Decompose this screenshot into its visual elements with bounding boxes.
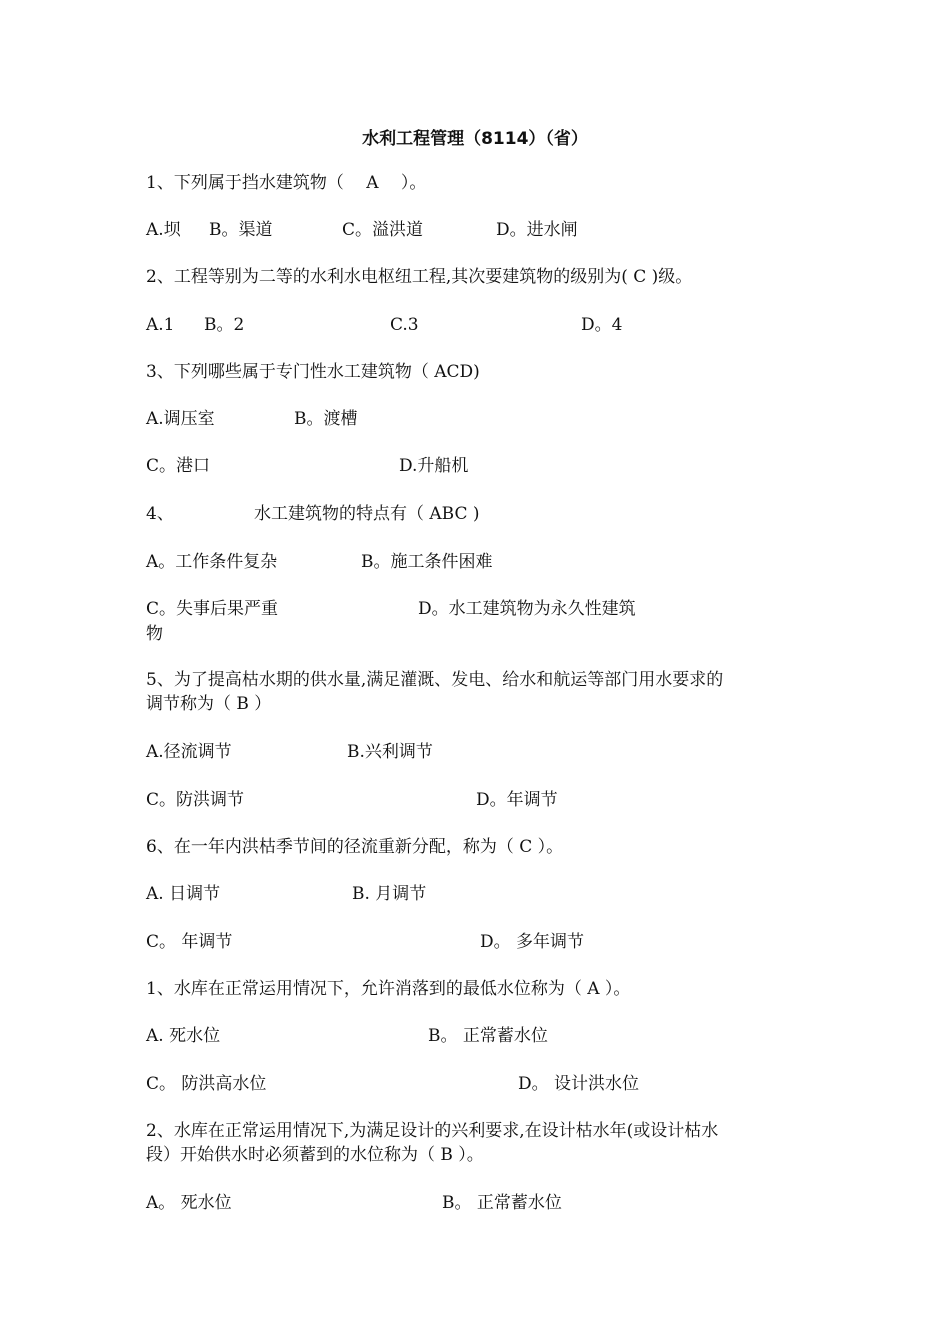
question-text: 2、工程等别为二等的水利水电枢纽工程,其次要建筑物的级别为( C )级。 (146, 267, 693, 287)
question-text: 3、下列哪些属于专门性水工建筑物（ ACD) (146, 362, 480, 382)
option: D。 多年调节 (480, 932, 585, 952)
question-text: 6、在一年内洪枯季节间的径流重新分配，称为（ C ）。 (146, 837, 564, 857)
option: A。工作条件复杂 (146, 552, 278, 572)
option: B。施工条件困难 (361, 552, 493, 572)
option: A. 日调节 (146, 884, 221, 904)
option: D。4 (581, 315, 623, 335)
option: C。 防洪高水位 (146, 1074, 267, 1094)
option: D.升船机 (399, 456, 469, 476)
option: B。 正常蓄水位 (428, 1026, 548, 1046)
option: C。 年调节 (146, 932, 233, 952)
option: B。2 (204, 315, 245, 335)
option: D。水工建筑物为永久性建筑 (418, 599, 636, 619)
option: D。年调节 (476, 790, 558, 810)
question-text: 1、下列属于挡水建筑物（ A ）。 (146, 173, 427, 193)
option: C。港口 (146, 456, 211, 476)
question-text-continuation: 调节称为（ B ） (146, 694, 272, 714)
option: C.3 (390, 315, 419, 335)
option: C。防洪调节 (146, 790, 245, 810)
question-number: 4、 (146, 504, 174, 524)
option: A. 死水位 (146, 1026, 221, 1046)
question-text: 水工建筑物的特点有（ ABC ) (254, 504, 480, 524)
document-title: 水利工程管理（8114）（省） (362, 129, 588, 149)
option: B。渡槽 (294, 409, 358, 429)
option: C。失事后果严重 (146, 599, 279, 619)
option: A.调压室 (146, 409, 215, 429)
question-text: 2、水库在正常运用情况下,为满足设计的兴利要求,在设计枯水年(或设计枯水 (146, 1121, 719, 1141)
option: A.坝 (146, 220, 181, 240)
option: B.兴利调节 (347, 742, 433, 762)
option-continuation: 物 (146, 624, 163, 644)
option: A.径流调节 (146, 742, 232, 762)
option: B。 正常蓄水位 (442, 1193, 562, 1213)
question-text-continuation: 段）开始供水时必须蓄到的水位称为（ B ）。 (146, 1145, 484, 1165)
option: A。 死水位 (146, 1193, 232, 1213)
option: B。渠道 (209, 220, 273, 240)
option: D。进水闸 (496, 220, 578, 240)
option: C。溢洪道 (342, 220, 424, 240)
question-text: 5、为了提高枯水期的供水量,满足灌溉、发电、给水和航运等部门用水要求的 (146, 670, 724, 690)
question-text: 1、水库在正常运用情况下，允许消落到的最低水位称为（ A ）。 (146, 979, 631, 999)
option: A.1 (146, 315, 175, 335)
option: D。 设计洪水位 (518, 1074, 640, 1094)
option: B. 月调节 (352, 884, 427, 904)
